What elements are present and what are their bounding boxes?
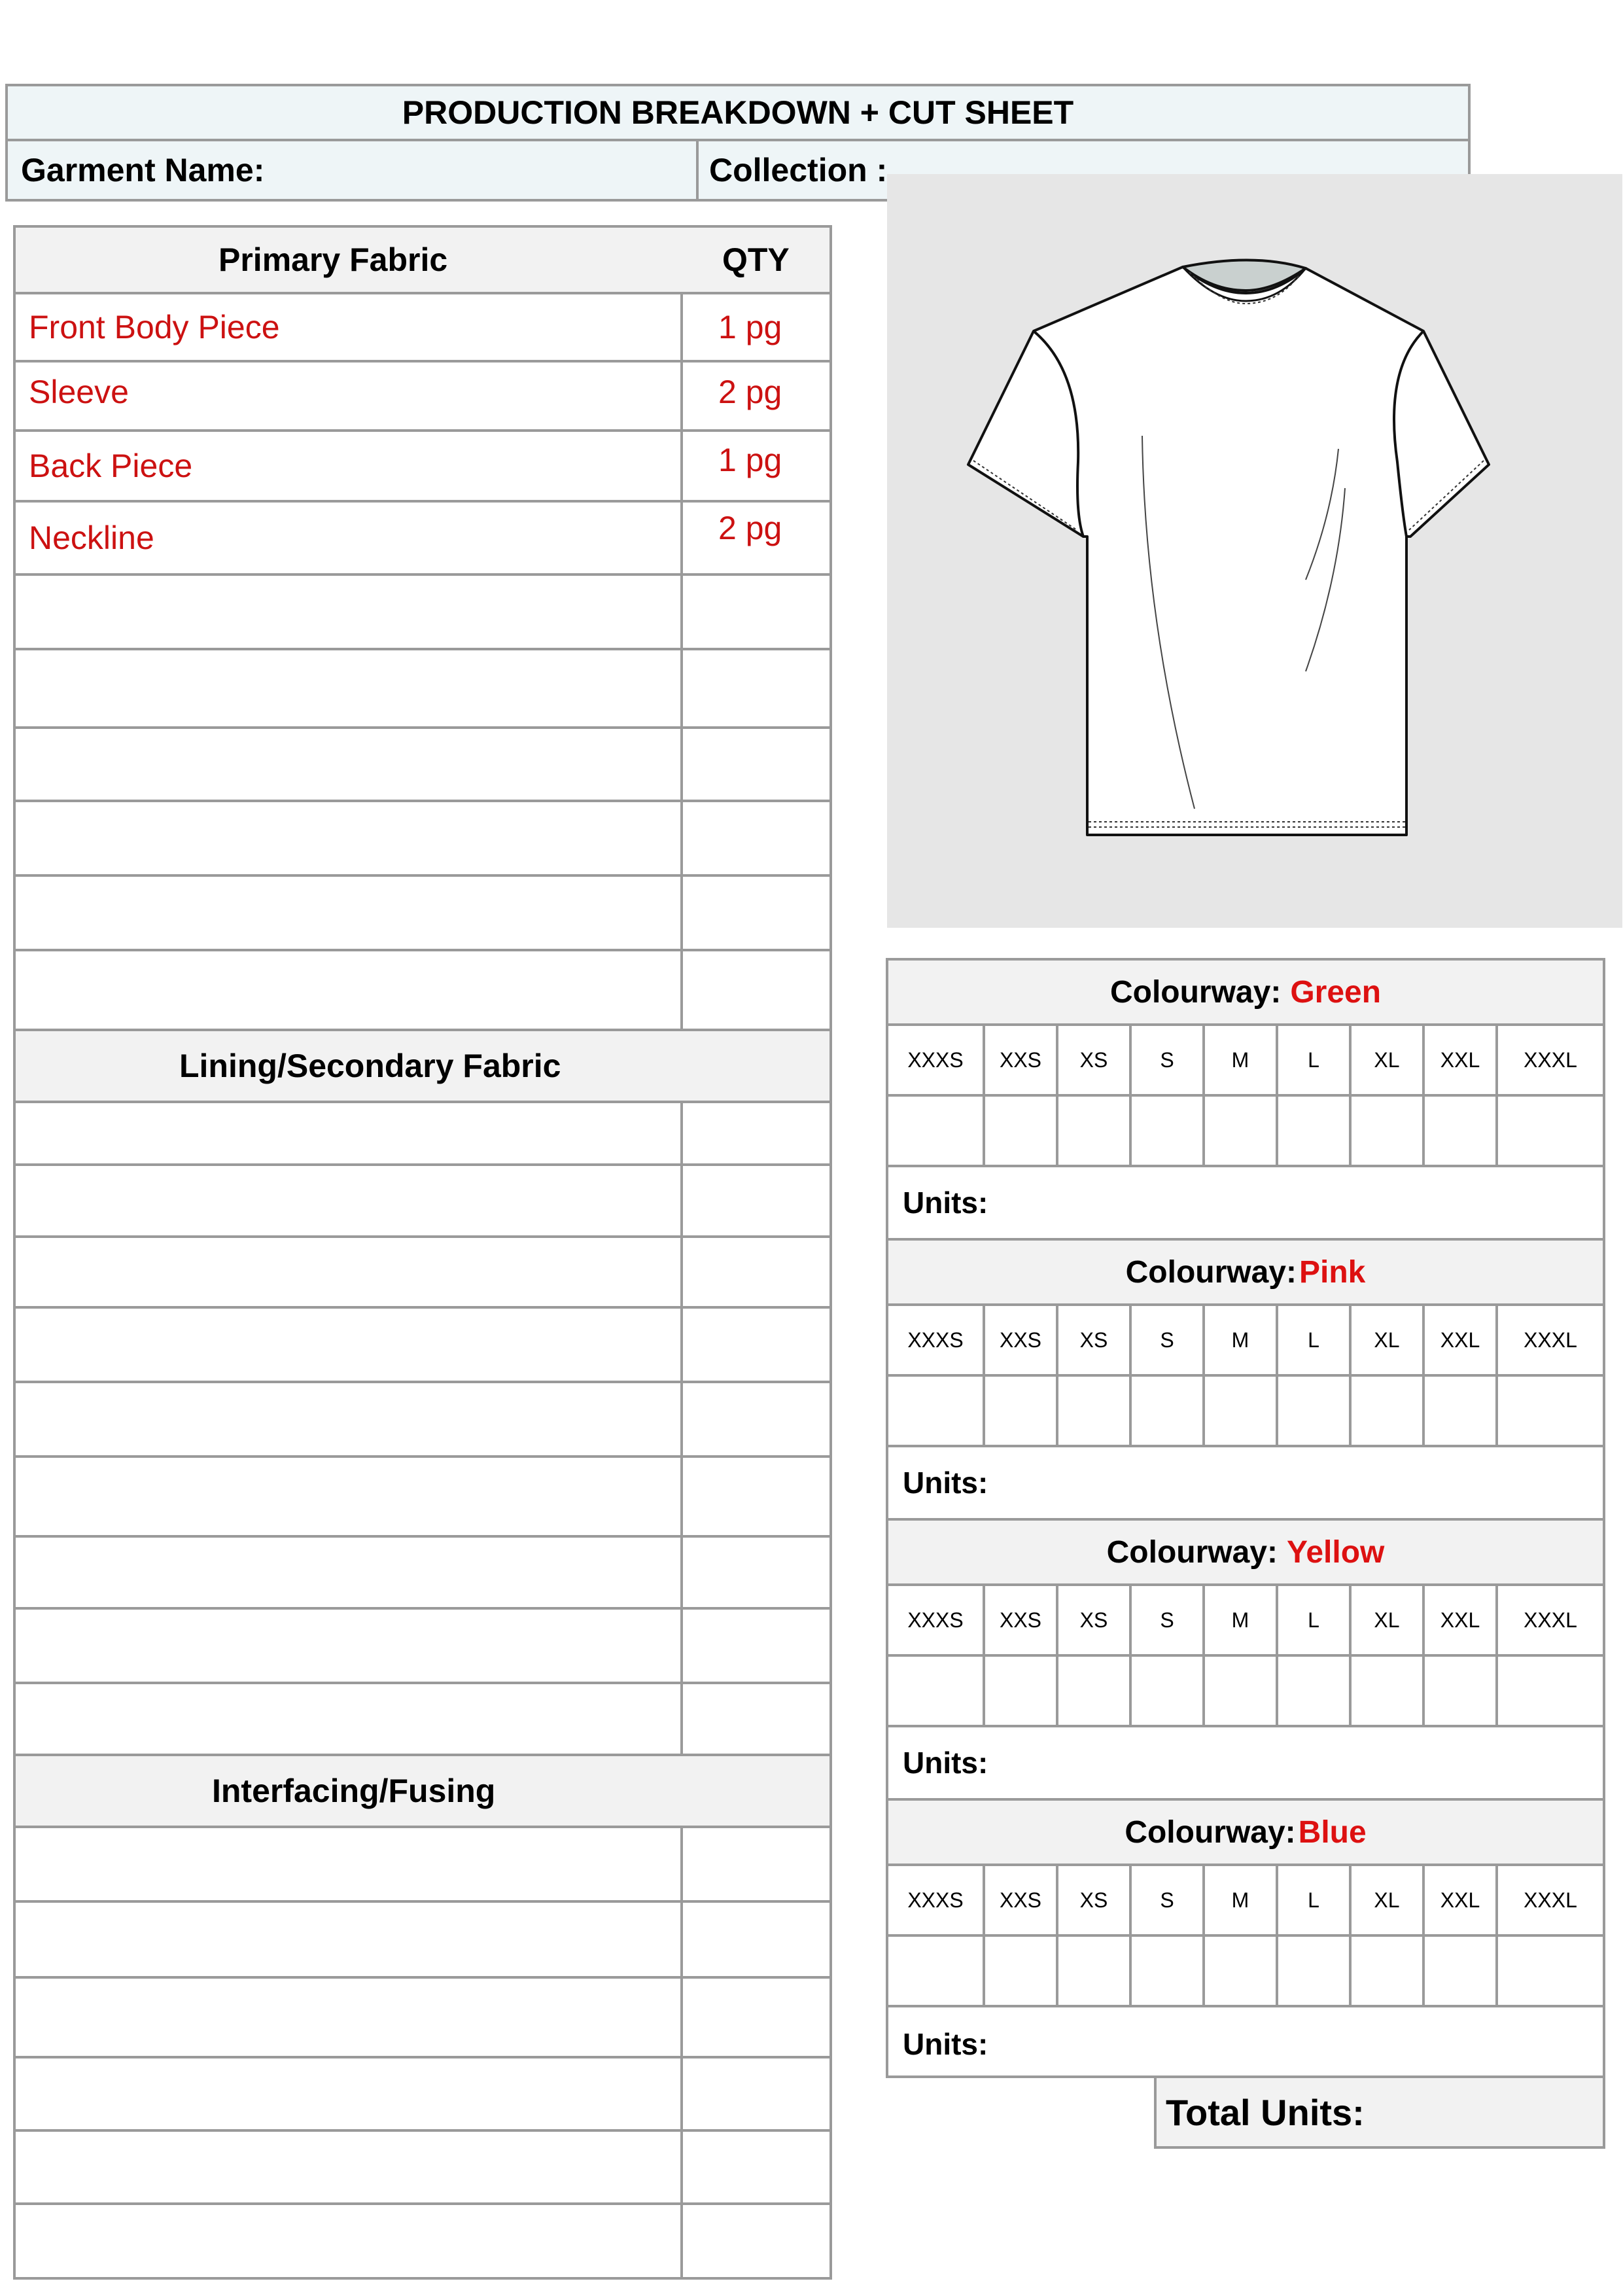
- size-label: XXL: [1425, 1586, 1498, 1654]
- table-row[interactable]: [16, 877, 829, 951]
- size-header-row: [888, 1866, 1603, 1937]
- size-qty-cell[interactable]: [985, 1657, 1058, 1725]
- size-qty-cell[interactable]: [1425, 1097, 1498, 1165]
- size-qty-row[interactable]: [888, 1937, 1603, 2007]
- interfacing-header: [16, 1756, 829, 1828]
- size-qty-cell[interactable]: [1058, 1657, 1132, 1725]
- size-qty-cell[interactable]: [1425, 1937, 1498, 2005]
- size-qty-cell[interactable]: [1425, 1657, 1498, 1725]
- size-header-row: [888, 1586, 1603, 1657]
- units-row[interactable]: Units:: [903, 2027, 988, 2061]
- units-row[interactable]: Units:: [888, 1727, 1603, 1801]
- qty-cell[interactable]: [683, 1538, 829, 1607]
- qty-cell[interactable]: [683, 1979, 829, 2056]
- table-row[interactable]: [16, 1238, 829, 1309]
- table-row[interactable]: [16, 650, 829, 729]
- size-qty-cell[interactable]: [1425, 1377, 1498, 1445]
- size-label: XXS: [985, 1306, 1058, 1374]
- table-row[interactable]: [16, 503, 829, 576]
- piece-cell[interactable]: [16, 576, 683, 648]
- size-label: L: [1278, 1026, 1352, 1094]
- size-qty-cell[interactable]: [1132, 1377, 1205, 1445]
- size-label: M: [1205, 1306, 1278, 1374]
- size-label: XL: [1352, 1586, 1425, 1654]
- piece-cell[interactable]: [16, 1238, 683, 1306]
- size-label: XXS: [985, 1586, 1058, 1654]
- size-qty-cell[interactable]: [1205, 1937, 1278, 2005]
- size-qty-cell[interactable]: [1278, 1097, 1352, 1165]
- total-units-field[interactable]: Total Units:: [1154, 2075, 1605, 2149]
- piece-cell[interactable]: [16, 650, 683, 726]
- colourway-label: Colourway:: [1125, 1814, 1296, 1850]
- size-qty-cell[interactable]: [1058, 1937, 1132, 2005]
- size-qty-cell[interactable]: [985, 1937, 1058, 2005]
- table-row[interactable]: [16, 2058, 829, 2132]
- size-label: XXXL: [1524, 1608, 1577, 1632]
- size-label: XS: [1058, 1586, 1132, 1654]
- piece-cell[interactable]: [16, 1538, 683, 1607]
- colourway-colour: Pink: [1299, 1254, 1366, 1290]
- size-label: S: [1132, 1026, 1205, 1094]
- qty-cell[interactable]: 2 pg: [718, 374, 782, 410]
- size-label: S: [1132, 1586, 1205, 1654]
- piece-cell[interactable]: [16, 1309, 683, 1381]
- piece-cell[interactable]: Front Body Piece: [16, 294, 683, 360]
- table-row[interactable]: [16, 1684, 829, 1756]
- table-row[interactable]: [16, 802, 829, 877]
- qty-cell[interactable]: [683, 650, 829, 726]
- piece-cell[interactable]: [16, 1684, 683, 1754]
- size-qty-cell[interactable]: [985, 1377, 1058, 1445]
- size-qty-cell[interactable]: [1352, 1377, 1425, 1445]
- size-qty-cell[interactable]: [1205, 1657, 1278, 1725]
- qty-cell[interactable]: [683, 877, 829, 949]
- size-qty-cell[interactable]: [1205, 1097, 1278, 1165]
- piece-cell[interactable]: [16, 1979, 683, 2056]
- size-qty-cell[interactable]: [888, 1937, 985, 2005]
- size-label: XXXL: [1524, 1888, 1577, 1912]
- qty-cell[interactable]: [683, 1903, 829, 1976]
- piece-cell[interactable]: [16, 802, 683, 874]
- qty-cell[interactable]: [683, 2205, 829, 2277]
- lining-heading: Lining/Secondary Fabric: [179, 1048, 561, 1084]
- size-qty-cell[interactable]: [1498, 1657, 1603, 1725]
- table-row[interactable]: [16, 576, 829, 650]
- qty-cell[interactable]: 1 pg: [718, 442, 782, 478]
- size-label: S: [1132, 1866, 1205, 1934]
- size-qty-cell[interactable]: [985, 1097, 1058, 1165]
- table-row[interactable]: [16, 951, 829, 1031]
- table-row[interactable]: [16, 1166, 829, 1238]
- qty-cell[interactable]: 2 pg: [718, 510, 782, 546]
- piece-cell[interactable]: [16, 2132, 683, 2202]
- table-row[interactable]: [16, 362, 829, 432]
- size-qty-cell[interactable]: [1058, 1377, 1132, 1445]
- colourway-title: [888, 1801, 1603, 1866]
- size-label: XL: [1352, 1866, 1425, 1934]
- table-row[interactable]: [16, 1538, 829, 1610]
- piece-cell[interactable]: [16, 951, 683, 1029]
- table-row[interactable]: [16, 294, 829, 362]
- size-label: XS: [1058, 1026, 1132, 1094]
- qty-cell[interactable]: [683, 802, 829, 874]
- qty-cell[interactable]: [683, 1238, 829, 1306]
- piece-cell[interactable]: Neckline: [16, 503, 683, 573]
- piece-cell[interactable]: [16, 1828, 683, 1900]
- units-row[interactable]: Units:: [888, 1447, 1603, 1521]
- table-row[interactable]: [16, 2132, 829, 2205]
- size-qty-cell[interactable]: [1352, 1657, 1425, 1725]
- size-qty-cell[interactable]: [1498, 1937, 1603, 2005]
- colourway-title: [888, 1521, 1603, 1586]
- piece-cell[interactable]: [16, 1458, 683, 1535]
- fabric-table: [13, 225, 832, 2280]
- qty-cell[interactable]: [683, 1458, 829, 1535]
- size-label: L: [1278, 1866, 1352, 1934]
- piece-cell[interactable]: Back Piece: [16, 432, 683, 500]
- garment-name-field[interactable]: Garment Name:: [5, 139, 699, 202]
- qty-cell[interactable]: 1 pg: [718, 309, 782, 345]
- size-qty-row[interactable]: [888, 1377, 1603, 1447]
- size-qty-row[interactable]: [888, 1097, 1603, 1167]
- size-qty-cell[interactable]: [1132, 1097, 1205, 1165]
- size-qty-cell[interactable]: [1352, 1097, 1425, 1165]
- sheet-title: PRODUCTION BREAKDOWN + CUT SHEET: [5, 84, 1471, 141]
- size-qty-cell[interactable]: [888, 1377, 985, 1445]
- size-label: XXS: [985, 1026, 1058, 1094]
- piece-cell[interactable]: [16, 1166, 683, 1235]
- size-qty-cell[interactable]: [1498, 1097, 1603, 1165]
- units-row[interactable]: Units:: [888, 1167, 1603, 1241]
- qty-cell[interactable]: [683, 2132, 829, 2202]
- size-label: M: [1205, 1586, 1278, 1654]
- colourway-table: [886, 958, 1605, 2078]
- piece-cell[interactable]: [16, 2058, 683, 2129]
- lining-header: [16, 1031, 829, 1103]
- qty-cell[interactable]: [683, 1309, 829, 1381]
- size-label: M: [1205, 1866, 1278, 1934]
- table-row[interactable]: [16, 1903, 829, 1979]
- size-qty-cell[interactable]: [1278, 1377, 1352, 1445]
- size-qty-cell[interactable]: [1205, 1377, 1278, 1445]
- table-row[interactable]: [16, 729, 829, 802]
- piece-cell[interactable]: [16, 1383, 683, 1455]
- qty-cell[interactable]: [683, 1103, 829, 1163]
- t-shirt-sketch-icon: [887, 174, 1622, 928]
- size-label: XS: [1058, 1306, 1132, 1374]
- table-row[interactable]: [16, 1610, 829, 1684]
- size-header-row: [888, 1306, 1603, 1377]
- size-qty-cell[interactable]: [1132, 1937, 1205, 2005]
- qty-cell[interactable]: [683, 729, 829, 800]
- colourway-colour: Yellow: [1286, 1534, 1385, 1570]
- table-row[interactable]: [16, 1828, 829, 1903]
- primary-fabric-header: [16, 228, 829, 294]
- colourway-colour: Green: [1290, 974, 1382, 1010]
- size-label: L: [1278, 1586, 1352, 1654]
- size-label: M: [1205, 1026, 1278, 1094]
- interfacing-heading: Interfacing/Fusing: [212, 1773, 496, 1809]
- collection-field[interactable]: Collection :: [696, 139, 1471, 202]
- size-qty-cell[interactable]: [1058, 1097, 1132, 1165]
- table-row[interactable]: [16, 432, 829, 503]
- size-label: XS: [1058, 1866, 1132, 1934]
- size-qty-cell[interactable]: [1352, 1937, 1425, 2005]
- colourway-label: Colourway:: [1125, 1254, 1297, 1290]
- colourway-title: [888, 1241, 1603, 1306]
- colourway-title: [888, 961, 1603, 1026]
- table-row[interactable]: [16, 1383, 829, 1458]
- qty-cell[interactable]: [683, 951, 829, 1029]
- size-label: L: [1278, 1306, 1352, 1374]
- size-qty-cell[interactable]: [1132, 1657, 1205, 1725]
- qty-cell[interactable]: [683, 1383, 829, 1455]
- table-row[interactable]: [16, 1979, 829, 2058]
- size-label: XXXL: [1524, 1328, 1577, 1352]
- size-qty-cell[interactable]: [1278, 1657, 1352, 1725]
- size-label: XL: [1352, 1026, 1425, 1094]
- colourway-label: Colourway:: [1106, 1534, 1278, 1570]
- size-label: XXL: [1425, 1026, 1498, 1094]
- table-row[interactable]: [16, 1309, 829, 1383]
- primary-fabric-heading: Primary Fabric: [218, 241, 448, 278]
- qty-cell[interactable]: [683, 1684, 829, 1754]
- table-row[interactable]: [16, 2205, 829, 2277]
- garment-sketch-panel: [887, 174, 1622, 928]
- qty-cell[interactable]: [683, 576, 829, 648]
- size-label: XXS: [985, 1866, 1058, 1934]
- qty-cell[interactable]: [683, 1610, 829, 1682]
- size-label: XXXS: [888, 1026, 985, 1094]
- colourway-label: Colourway:: [1109, 974, 1282, 1010]
- size-header-row: [888, 1026, 1603, 1097]
- qty-cell[interactable]: [683, 2058, 829, 2129]
- piece-cell[interactable]: [16, 2205, 683, 2277]
- size-label: XXXS: [888, 1866, 985, 1934]
- piece-cell[interactable]: [16, 1103, 683, 1163]
- size-label: XXXS: [888, 1586, 985, 1654]
- size-label: XL: [1352, 1306, 1425, 1374]
- size-label: XXXL: [1524, 1048, 1577, 1072]
- size-label: XXXS: [888, 1306, 985, 1374]
- size-qty-cell[interactable]: [1278, 1937, 1352, 2005]
- piece-cell[interactable]: [16, 877, 683, 949]
- piece-cell[interactable]: [16, 1610, 683, 1682]
- size-qty-cell[interactable]: [1498, 1377, 1603, 1445]
- qty-heading: QTY: [722, 241, 790, 278]
- size-label: S: [1132, 1306, 1205, 1374]
- piece-cell[interactable]: Sleeve: [16, 362, 683, 429]
- piece-cell[interactable]: [16, 729, 683, 800]
- size-label: XXL: [1425, 1306, 1498, 1374]
- size-qty-cell[interactable]: [888, 1657, 985, 1725]
- qty-cell[interactable]: [683, 1828, 829, 1900]
- size-label: XXL: [1425, 1866, 1498, 1934]
- size-qty-row[interactable]: [888, 1657, 1603, 1727]
- colourway-colour: Blue: [1298, 1814, 1367, 1850]
- table-row[interactable]: [16, 1458, 829, 1538]
- qty-cell[interactable]: [683, 1166, 829, 1235]
- size-qty-cell[interactable]: [888, 1097, 985, 1165]
- table-row[interactable]: [16, 1103, 829, 1166]
- piece-cell[interactable]: [16, 1903, 683, 1976]
